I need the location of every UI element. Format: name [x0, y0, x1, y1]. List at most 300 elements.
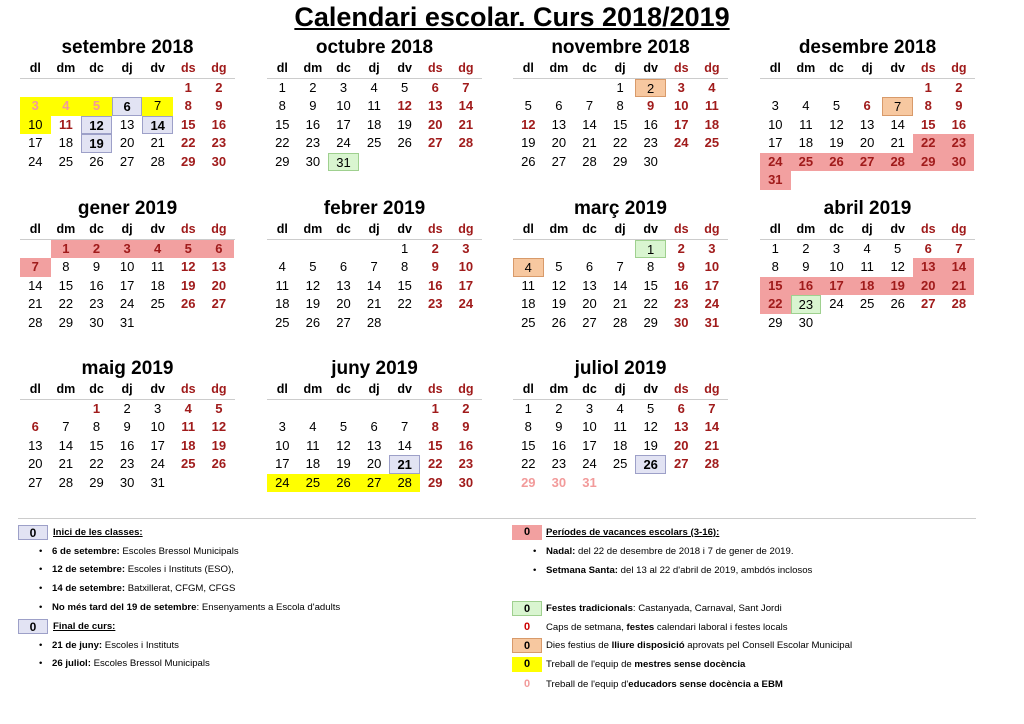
weekday-label: dc — [829, 222, 844, 236]
day-cell: 6 — [204, 240, 235, 259]
empty-day — [420, 153, 451, 172]
day-cell: 7 — [20, 258, 51, 277]
day-cell: 14 — [142, 116, 173, 135]
day-cell: 26 — [211, 456, 227, 471]
weekday-label: dm — [796, 222, 816, 236]
day-cell: 28 — [951, 296, 967, 311]
day-cell: 21 — [582, 135, 597, 150]
day-cell: 30 — [944, 153, 975, 172]
empty-day — [267, 400, 298, 419]
week-row — [760, 258, 975, 277]
day-cell: 18 — [704, 116, 720, 132]
day-cell: 23 — [211, 135, 227, 150]
day-cell: 24 — [582, 456, 597, 471]
empty-day — [882, 314, 913, 333]
day-cell: 29 — [913, 153, 944, 172]
day-cell: 19 — [551, 296, 567, 311]
day-cell: 9 — [215, 98, 223, 113]
day-cell: 23 — [643, 135, 658, 150]
day-cell: 28 — [582, 153, 597, 169]
day-cell: 28 — [366, 314, 382, 330]
day-cell: 4 — [708, 79, 716, 95]
day-cell: 23 — [674, 296, 689, 311]
legend-end-item: • 26 juliol: Escoles Bressol Municipals — [52, 658, 210, 669]
day-cell: 13 — [551, 116, 567, 132]
day-cell: 31 — [150, 474, 165, 490]
day-cell: 29 — [275, 153, 290, 169]
day-cell: 24 — [150, 456, 165, 471]
day-cell: 27 — [674, 456, 689, 471]
weekday-label: ds — [427, 222, 443, 236]
weekday-header — [760, 220, 975, 240]
weekday-header — [20, 380, 235, 400]
legend-swatch-free: 0 — [512, 638, 542, 653]
day-cell: 20 — [913, 277, 944, 296]
day-cell: 26 — [328, 474, 359, 493]
day-cell: 9 — [677, 259, 685, 274]
weekday-label: dc — [336, 61, 351, 75]
day-cell: 18 — [58, 135, 74, 150]
day-cell: 20 — [582, 296, 597, 311]
weekday-label: dv — [150, 61, 165, 75]
day-cell: 14 — [944, 258, 975, 277]
day-cell: 26 — [181, 296, 196, 311]
day-cell: 5 — [832, 98, 841, 113]
day-cell: 1 — [184, 79, 192, 95]
legend-swatch-traditional: 0 — [512, 601, 542, 616]
day-cell: 20 — [366, 456, 382, 471]
weekday-label: dv — [397, 222, 412, 236]
day-cell: 27 — [428, 135, 443, 150]
day-cell: 24 — [674, 135, 689, 150]
day-cell: 10 — [275, 437, 290, 453]
day-cell: 24 — [336, 135, 351, 150]
empty-day — [635, 474, 666, 493]
month-block — [760, 198, 975, 332]
day-cell: 5 — [215, 400, 223, 416]
day-cell: 4 — [513, 258, 544, 277]
day-cell: 19 — [882, 277, 913, 296]
week-row — [513, 437, 728, 456]
weekday-label: dg — [458, 222, 474, 236]
day-cell: 7 — [955, 240, 963, 256]
page-title: Calendari escolar. Curs 2018/2019 — [294, 2, 730, 32]
day-cell: 5 — [555, 259, 563, 274]
day-cell: 6 — [431, 79, 439, 95]
week-row — [267, 474, 482, 493]
weekday-label: dc — [89, 61, 104, 75]
weekday-label: dv — [397, 382, 412, 396]
weekday-label: dg — [211, 382, 227, 396]
day-cell: 17 — [119, 277, 135, 293]
day-cell: 18 — [798, 135, 814, 150]
empty-day — [791, 79, 822, 98]
month-block — [760, 37, 975, 190]
empty-day — [913, 314, 944, 333]
weekday-label: dc — [89, 222, 104, 236]
weekday-label: dc — [336, 382, 351, 396]
weekday-label: dj — [861, 222, 873, 236]
day-cell: 20 — [859, 135, 875, 150]
day-cell: 8 — [647, 259, 655, 274]
day-cell: 7 — [616, 259, 624, 274]
day-cell: 15 — [275, 116, 290, 132]
legend-swatch-weekend: 0 — [523, 621, 531, 633]
day-cell: 11 — [704, 98, 719, 113]
day-cell: 4 — [51, 97, 82, 116]
day-cell: 4 — [142, 240, 173, 259]
day-cell: 28 — [58, 474, 74, 490]
day-cell: 24 — [119, 296, 135, 311]
day-cell: 5 — [647, 400, 655, 416]
day-cell: 31 — [704, 314, 720, 330]
day-cell: 9 — [309, 98, 317, 113]
day-cell: 30 — [458, 474, 474, 490]
empty-day — [81, 79, 112, 98]
weekday-header — [20, 220, 235, 240]
day-cell: 25 — [181, 456, 196, 471]
week-row — [267, 153, 482, 172]
day-cell: 17 — [336, 116, 351, 132]
empty-day — [142, 79, 173, 98]
empty-day — [821, 314, 852, 333]
day-cell: 20 — [119, 135, 135, 150]
month-title: març 2019 — [574, 198, 667, 219]
day-cell: 17 — [582, 437, 597, 453]
day-cell: 12 — [521, 116, 536, 132]
week-row — [20, 134, 235, 153]
empty-day — [760, 79, 791, 98]
day-cell: 1 — [431, 400, 439, 416]
day-cell: 14 — [458, 98, 474, 113]
day-cell: 9 — [802, 259, 810, 274]
month-block — [267, 198, 482, 332]
empty-day — [359, 400, 390, 419]
day-cell: 9 — [555, 419, 563, 434]
empty-day — [173, 314, 204, 333]
empty-day — [204, 474, 235, 493]
day-cell: 25 — [791, 153, 822, 172]
day-cell: 11 — [521, 277, 536, 293]
empty-day — [328, 400, 359, 419]
day-cell: 29 — [89, 474, 104, 490]
weekday-label: dg — [704, 382, 720, 396]
week-row — [20, 97, 235, 116]
day-cell: 8 — [771, 259, 779, 274]
weekday-label: ds — [673, 382, 689, 396]
weekday-label: dj — [861, 61, 873, 75]
week-row — [267, 455, 482, 474]
day-cell: 20 — [211, 277, 227, 293]
day-cell: 5 — [401, 79, 409, 95]
day-cell: 12 — [643, 419, 658, 434]
day-cell: 13 — [913, 258, 944, 277]
day-cell: 18 — [150, 277, 165, 293]
day-cell: 4 — [616, 400, 624, 416]
day-cell: 18 — [521, 296, 536, 311]
empty-day — [20, 400, 51, 419]
week-row — [513, 240, 728, 259]
day-cell: 1 — [635, 240, 666, 259]
day-cell: 30 — [643, 153, 658, 169]
day-cell: 3 — [154, 400, 162, 416]
weekday-label: dl — [522, 61, 534, 75]
day-cell: 23 — [458, 456, 474, 471]
week-row — [20, 314, 235, 333]
day-cell: 22 — [181, 135, 196, 150]
day-cell: 4 — [278, 259, 286, 274]
week-row — [20, 79, 235, 98]
day-cell: 6 — [339, 259, 348, 274]
day-cell: 8 — [62, 259, 70, 274]
weekday-label: dc — [582, 61, 597, 75]
day-cell: 10 — [768, 116, 783, 132]
day-cell: 5 — [173, 240, 204, 259]
day-cell: 23 — [119, 456, 135, 471]
legend-start-item: • 14 de setembre: Batxillerat, CFGM, CFGS — [52, 583, 235, 594]
empty-day — [544, 79, 575, 98]
day-cell: 30 — [798, 314, 814, 330]
legend-holidays-item: • Nadal: del 22 de desembre de 2018 i 7 de gener de 2019. — [546, 546, 794, 557]
day-cell: 2 — [635, 79, 666, 98]
day-cell: 31 — [328, 153, 359, 172]
day-cell: 17 — [150, 437, 165, 453]
day-cell: 18 — [366, 116, 382, 132]
day-cell: 27 — [119, 153, 135, 169]
empty-day — [51, 400, 82, 419]
month-title: maig 2019 — [81, 358, 174, 379]
week-row — [513, 455, 728, 474]
week-row — [267, 97, 482, 116]
day-cell: 23 — [305, 135, 321, 150]
week-row — [20, 455, 235, 474]
week-row — [267, 437, 482, 456]
week-row — [20, 418, 235, 437]
day-cell: 10 — [674, 98, 689, 113]
day-cell: 1 — [924, 79, 932, 95]
day-cell: 13 — [211, 259, 227, 274]
month-title: gener 2019 — [77, 198, 178, 219]
weekday-label: ds — [180, 382, 196, 396]
week-row — [760, 240, 975, 259]
day-cell: 21 — [28, 296, 43, 311]
day-cell: 21 — [612, 296, 628, 311]
weekday-label: dl — [29, 61, 41, 75]
day-cell: 11 — [306, 437, 320, 453]
week-row — [267, 277, 482, 296]
weekday-label: dl — [276, 222, 288, 236]
week-row — [760, 295, 975, 314]
day-cell: 14 — [890, 116, 905, 132]
day-cell: 8 — [431, 419, 439, 434]
empty-day — [913, 171, 944, 190]
weekday-label: dv — [397, 61, 412, 75]
day-cell: 9 — [462, 419, 470, 434]
weekday-header — [513, 220, 728, 240]
empty-day — [605, 240, 636, 259]
legend-start-item: • 12 de setembre: Escoles i Instituts (ESO), — [52, 564, 234, 575]
weekday-label: dj — [121, 61, 133, 75]
day-cell: 8 — [524, 419, 532, 434]
day-cell: 31 — [760, 171, 791, 190]
day-cell: 16 — [674, 277, 689, 293]
day-cell: 3 — [278, 419, 286, 434]
month-block — [513, 358, 728, 492]
weekday-label: dl — [769, 222, 781, 236]
day-cell: 26 — [551, 314, 567, 330]
day-cell: 26 — [890, 296, 905, 311]
day-cell: 6 — [555, 98, 563, 113]
day-cell: 3 — [20, 97, 51, 116]
day-cell: 4 — [370, 79, 378, 95]
day-cell: 28 — [882, 153, 913, 172]
day-cell: 13 — [28, 437, 43, 453]
day-cell: 27 — [28, 474, 43, 490]
day-cell: 2 — [431, 240, 439, 256]
empty-day — [142, 314, 173, 333]
day-cell: 2 — [802, 240, 810, 256]
day-cell: 15 — [921, 116, 936, 132]
weekday-label: dg — [458, 382, 474, 396]
day-cell: 17 — [821, 277, 852, 296]
day-cell: 18 — [852, 277, 883, 296]
empty-day — [697, 474, 728, 493]
week-row — [513, 418, 728, 437]
empty-day — [882, 79, 913, 98]
weekday-label: dc — [89, 382, 104, 396]
empty-day — [451, 153, 482, 172]
day-cell: 6 — [31, 419, 39, 434]
day-cell: 23 — [89, 296, 104, 311]
day-cell: 20 — [428, 116, 443, 132]
legend-free-text: Dies festius de lliure disposició aprovats pel Consell Escolar Municipal — [546, 640, 853, 651]
day-cell: 26 — [89, 153, 104, 169]
empty-day — [821, 79, 852, 98]
legend-swatch-holidays: 0 — [512, 525, 542, 540]
day-cell: 22 — [760, 295, 791, 314]
empty-day — [451, 314, 482, 333]
weekday-label: dl — [276, 61, 288, 75]
week-row — [267, 240, 482, 259]
day-cell: 12 — [551, 277, 567, 293]
legend-swatch-end: 0 — [18, 619, 48, 634]
day-cell: 27 — [582, 314, 597, 330]
day-cell: 21 — [890, 135, 905, 150]
day-cell: 22 — [521, 456, 536, 471]
day-cell: 17 — [674, 116, 689, 132]
day-cell: 11 — [860, 259, 874, 274]
day-cell: 29 — [612, 153, 628, 169]
weekday-label: ds — [427, 61, 443, 75]
day-cell: 27 — [921, 296, 936, 311]
week-row — [760, 116, 975, 135]
day-cell: 24 — [267, 474, 298, 493]
month-title: febrer 2019 — [323, 198, 426, 219]
empty-day — [328, 240, 359, 259]
weekday-label: dm — [56, 382, 76, 396]
day-cell: 12 — [305, 277, 321, 293]
day-cell: 1 — [51, 240, 82, 259]
day-cell: 21 — [458, 116, 474, 132]
legend-end-item: • 21 de juny: Escoles i Instituts — [52, 640, 179, 651]
day-cell: 22 — [397, 296, 412, 311]
week-row — [267, 418, 482, 437]
week-row — [20, 400, 235, 419]
day-cell: 21 — [366, 296, 382, 311]
month-title: desembre 2018 — [798, 37, 937, 58]
week-row — [760, 79, 975, 98]
day-cell: 14 — [397, 437, 412, 453]
weekday-header — [513, 380, 728, 400]
empty-day — [420, 314, 451, 333]
day-cell: 16 — [428, 277, 443, 293]
day-cell: 17 — [275, 456, 290, 471]
day-cell: 15 — [760, 277, 791, 296]
day-cell: 17 — [28, 135, 43, 150]
day-cell: 5 — [524, 98, 532, 113]
month-title: juliol 2019 — [574, 358, 667, 379]
day-cell: 16 — [211, 116, 227, 132]
day-cell: 11 — [799, 116, 813, 132]
weekday-label: dl — [522, 222, 534, 236]
weekday-label: dc — [582, 382, 597, 396]
weekday-label: ds — [920, 222, 936, 236]
week-row — [267, 79, 482, 98]
legend-end-title: Final de curs: — [53, 621, 116, 632]
day-cell: 8 — [616, 98, 624, 113]
day-cell: 5 — [339, 419, 348, 434]
week-row — [20, 437, 235, 456]
day-cell: 31 — [582, 474, 597, 490]
day-cell: 10 — [20, 116, 51, 135]
day-cell: 16 — [791, 277, 822, 296]
day-cell: 25 — [612, 456, 628, 471]
empty-day — [389, 400, 420, 419]
day-cell: 17 — [704, 277, 720, 293]
day-cell: 30 — [674, 314, 689, 330]
day-cell: 18 — [305, 456, 321, 471]
day-cell: 22 — [643, 296, 658, 311]
day-cell: 7 — [585, 98, 594, 113]
weekday-label: dm — [549, 61, 569, 75]
weekday-label: dl — [29, 382, 41, 396]
day-cell: 2 — [462, 400, 470, 416]
weekday-label: dm — [303, 382, 323, 396]
day-cell: 24 — [829, 296, 844, 311]
day-cell: 15 — [58, 277, 74, 293]
day-cell: 22 — [612, 135, 628, 150]
month-block — [20, 358, 235, 492]
day-cell: 13 — [674, 419, 689, 434]
day-cell: 16 — [551, 437, 567, 453]
day-cell: 19 — [521, 135, 536, 150]
day-cell: 2 — [123, 400, 131, 416]
day-cell: 7 — [62, 419, 70, 434]
day-cell: 3 — [832, 240, 841, 256]
day-cell: 25 — [298, 474, 329, 493]
day-cell: 11 — [150, 259, 165, 274]
day-cell: 24 — [28, 153, 43, 169]
legend-swatch-educators: 0 — [523, 678, 531, 690]
day-cell: 21 — [389, 455, 420, 474]
day-cell: 10 — [119, 259, 135, 274]
day-cell: 29 — [58, 314, 74, 330]
weekday-label: dg — [458, 61, 474, 75]
week-row — [513, 400, 728, 419]
legend-start-title: Inici de les classes: — [53, 527, 143, 538]
day-cell: 13 — [582, 277, 597, 293]
day-cell: 27 — [211, 296, 227, 311]
